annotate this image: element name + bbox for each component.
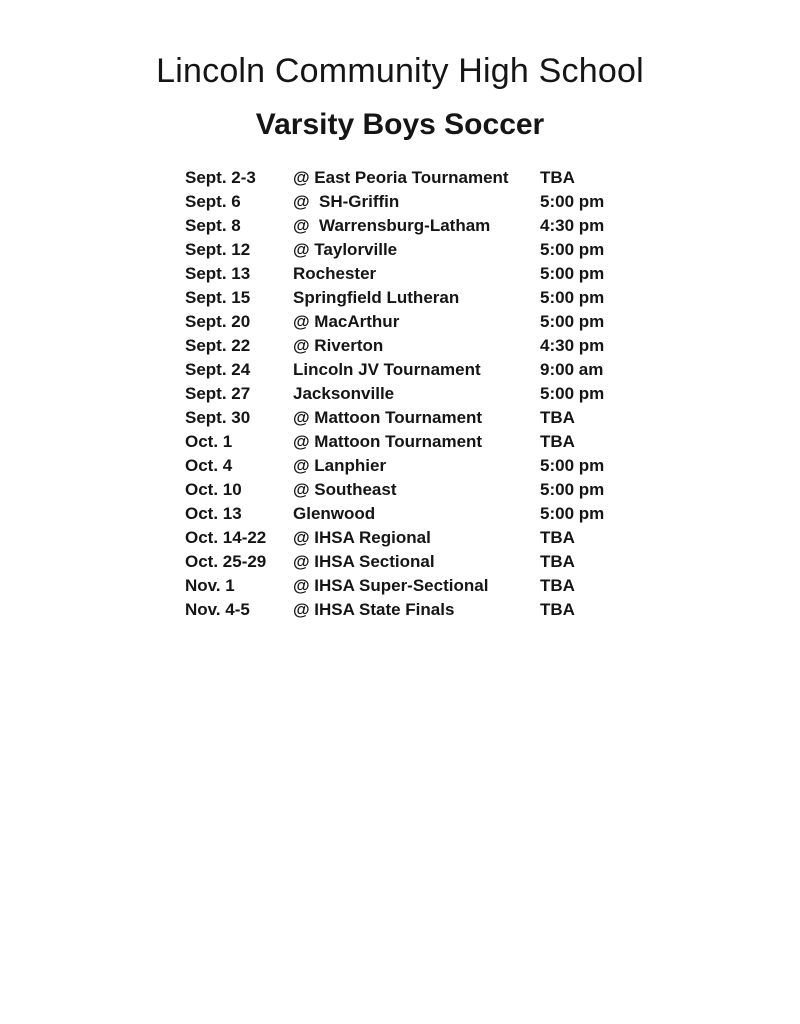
schedule-row <box>185 502 650 526</box>
schedule-row <box>185 382 650 406</box>
schedule-date-cell: Sept. 24 <box>185 360 251 379</box>
schedule-time-cell: 9:00 am <box>540 360 604 379</box>
schedule-row <box>185 190 650 214</box>
schedule-time-cell: TBA <box>540 576 575 595</box>
schedule-opponent-cell: @ Riverton <box>293 336 384 355</box>
schedule-opponent-cell: Rochester <box>293 264 377 283</box>
schedule-row <box>185 430 650 454</box>
schedule-date-cell: Oct. 13 <box>185 504 242 523</box>
schedule-opponent-cell: @ Lanphier <box>293 456 387 475</box>
schedule-date-cell: Sept. 27 <box>185 384 251 403</box>
schedule-row <box>185 478 650 502</box>
schedule-time-cell: 4:30 pm <box>540 216 605 235</box>
schedule-date-cell: Oct. 4 <box>185 456 233 475</box>
schedule-opponent-cell: @ Warrensburg-Latham <box>293 216 491 235</box>
schedule-time-cell: 5:00 pm <box>540 384 605 403</box>
schedule-time-cell: 5:00 pm <box>540 312 605 331</box>
schedule-opponent-cell: @ IHSA Super-Sectional <box>293 576 489 595</box>
schedule-date-cell: Oct. 25-29 <box>185 552 267 571</box>
schedule-row <box>185 406 650 430</box>
schedule-time-cell: TBA <box>540 600 575 619</box>
schedule-row <box>185 334 650 358</box>
schedule-row <box>185 574 650 598</box>
schedule-row <box>185 262 650 286</box>
schedule-row <box>185 358 650 382</box>
schedule-time-cell: TBA <box>540 168 575 187</box>
schedule-time-cell: 5:00 pm <box>540 480 605 499</box>
schedule-date-cell: Sept. 15 <box>185 288 251 307</box>
schedule-date-cell: Oct. 1 <box>185 432 233 451</box>
schedule-opponent-cell: @ Mattoon Tournament <box>293 432 483 451</box>
page-header <box>0 52 800 142</box>
schedule-time-cell: 5:00 pm <box>540 240 605 259</box>
schedule-time-cell: 5:00 pm <box>540 288 605 307</box>
schedule-opponent-cell: @ IHSA Regional <box>293 528 431 547</box>
schedule-row <box>185 550 650 574</box>
schedule-opponent-cell: @ IHSA State Finals <box>293 600 455 619</box>
schedule-opponent-cell: Lincoln JV Tournament <box>293 360 481 379</box>
schedule-date-cell: Nov. 1 <box>185 576 235 595</box>
schedule-date-cell: Sept. 22 <box>185 336 251 355</box>
school-title: Lincoln Community High School <box>156 52 644 90</box>
team-title: Varsity Boys Soccer <box>255 108 545 141</box>
schedule-row <box>185 214 650 238</box>
schedule-row <box>185 526 650 550</box>
schedule-opponent-cell: Glenwood <box>293 504 376 523</box>
schedule-time-cell: TBA <box>540 528 575 547</box>
schedule-opponent-cell: @ East Peoria Tournament <box>293 168 509 187</box>
schedule-row <box>185 166 650 190</box>
schedule-time-cell: TBA <box>540 432 575 451</box>
schedule-row <box>185 238 650 262</box>
schedule-date-cell: Sept. 8 <box>185 216 241 235</box>
schedule-time-cell: 5:00 pm <box>540 192 605 211</box>
schedule-opponent-cell: Jacksonville <box>293 384 395 403</box>
schedule-opponent-cell: @ SH-Griffin <box>293 192 400 211</box>
schedule-date-cell: Oct. 10 <box>185 480 242 499</box>
schedule-time-cell: 5:00 pm <box>540 456 605 475</box>
schedule-time-cell: TBA <box>540 552 575 571</box>
schedule-date-cell: Nov. 4-5 <box>185 600 250 619</box>
schedule-table <box>185 166 650 622</box>
schedule-date-cell: Sept. 12 <box>185 240 251 259</box>
schedule-time-cell: TBA <box>540 408 575 427</box>
schedule-opponent-cell: @ IHSA Sectional <box>293 552 435 571</box>
schedule-date-cell: Sept. 20 <box>185 312 251 331</box>
schedule-date-cell: Sept. 6 <box>185 192 241 211</box>
schedule-row <box>185 310 650 334</box>
schedule-row <box>185 286 650 310</box>
schedule-opponent-cell: @ Taylorville <box>293 240 398 259</box>
schedule-opponent-cell: Springfield Lutheran <box>293 288 460 307</box>
schedule-date-cell: Sept. 2-3 <box>185 168 256 187</box>
schedule-opponent-cell: @ Mattoon Tournament <box>293 408 483 427</box>
schedule-opponent-cell: @ MacArthur <box>293 312 400 331</box>
schedule-date-cell: Sept. 30 <box>185 408 251 427</box>
schedule-time-cell: 5:00 pm <box>540 264 605 283</box>
schedule-time-cell: 4:30 pm <box>540 336 605 355</box>
schedule-time-cell: 5:00 pm <box>540 504 605 523</box>
schedule-opponent-cell: @ Southeast <box>293 480 397 499</box>
schedule-date-cell: Sept. 13 <box>185 264 251 283</box>
schedule-row <box>185 598 650 622</box>
schedule-date-cell: Oct. 14-22 <box>185 528 267 547</box>
schedule-row <box>185 454 650 478</box>
